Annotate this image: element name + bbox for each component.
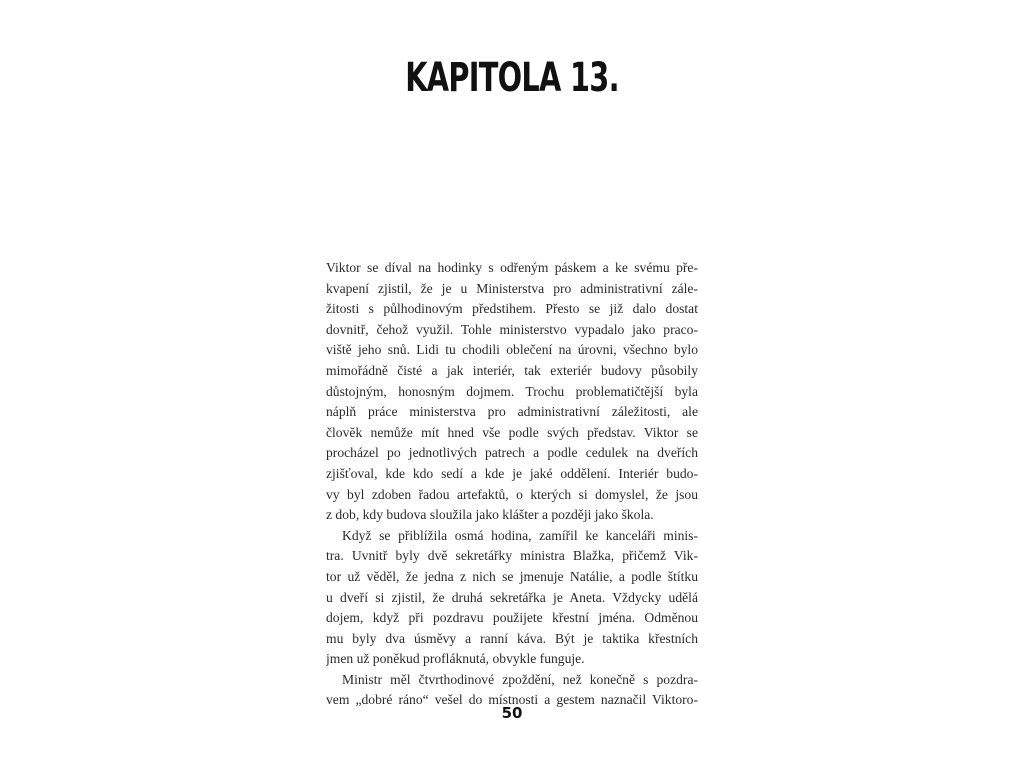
text-line: dovnitř, čehož využil. Tohle ministerstvo vypadalo jako praco- — [326, 321, 698, 337]
paragraph-1 — [326, 258, 698, 526]
text-line: jmen už poněkud profláknutá, obvykle funguje. — [326, 651, 585, 667]
text-line: vy byl zdoben řadou artefaktů, o kterých si domyslel, že jsou — [326, 486, 698, 502]
page-number: 50 — [501, 704, 523, 722]
text-line: člověk nemůže mít hned vše podle svých představ. Viktor se — [326, 424, 698, 440]
text-line: tor už věděl, že jedna z nich se jmenuje Natálie, a podle štítku — [326, 568, 698, 584]
text-line: mimořádně čisté a jak interiér, tak exteriér budovy působily — [326, 362, 698, 378]
text-line: Viktor se díval na hodinky s odřeným páskem a ke svému pře- — [326, 260, 698, 275]
text-line: vem „dobré ráno“ vešel do místnosti a gestem naznačil Viktoro- — [326, 692, 698, 708]
paragraph-2 — [326, 526, 698, 670]
text-line: náplň práce ministerstva pro administrativní záležitosti, ale — [326, 404, 698, 420]
text-line: tra. Uvnitř byly dvě sekretářky ministra Blažka, přičemž Vik- — [326, 548, 698, 564]
chapter-title: KAPITOLA 13. — [405, 55, 619, 101]
text-line: Když se přiblížila osmá hodina, zamířil ke kanceláři minis- — [342, 527, 698, 543]
text-line: žitosti s půlhodinovým předstihem. Přesto se již dalo dostat — [326, 301, 698, 317]
text-line: mu byly dva úsměvy a ranní káva. Být je taktika křestních — [326, 630, 698, 646]
body-text — [326, 258, 698, 711]
text-line: dojem, když při pozdravu použijete křestní jména. Odměnou — [326, 610, 698, 626]
text-line: u dveří si zjistil, že druhá sekretářka je Aneta. Vždycky udělá — [326, 589, 698, 605]
text-line: viště jeho snů. Lidi tu chodili oblečení na úrovni, všechno bylo — [326, 342, 698, 358]
text-line: z dob, kdy budova sloužila jako klášter a později jako škola. — [326, 507, 654, 523]
text-line: Ministr měl čtvrthodinové zpoždění, než konečně s pozdra- — [342, 671, 698, 687]
text-line: zjišťoval, kde kdo sedí a kde je jaké oddělení. Interiér budo- — [326, 465, 698, 481]
text-line: důstojným, honosným dojmem. Trochu problematičtější byla — [326, 383, 698, 399]
text-line: kvapení zjistil, že je u Ministerstva pro administrativní zále- — [326, 280, 698, 296]
text-line: procházel po jednotlivých patrech a podle cedulek na dveřích — [326, 445, 698, 461]
